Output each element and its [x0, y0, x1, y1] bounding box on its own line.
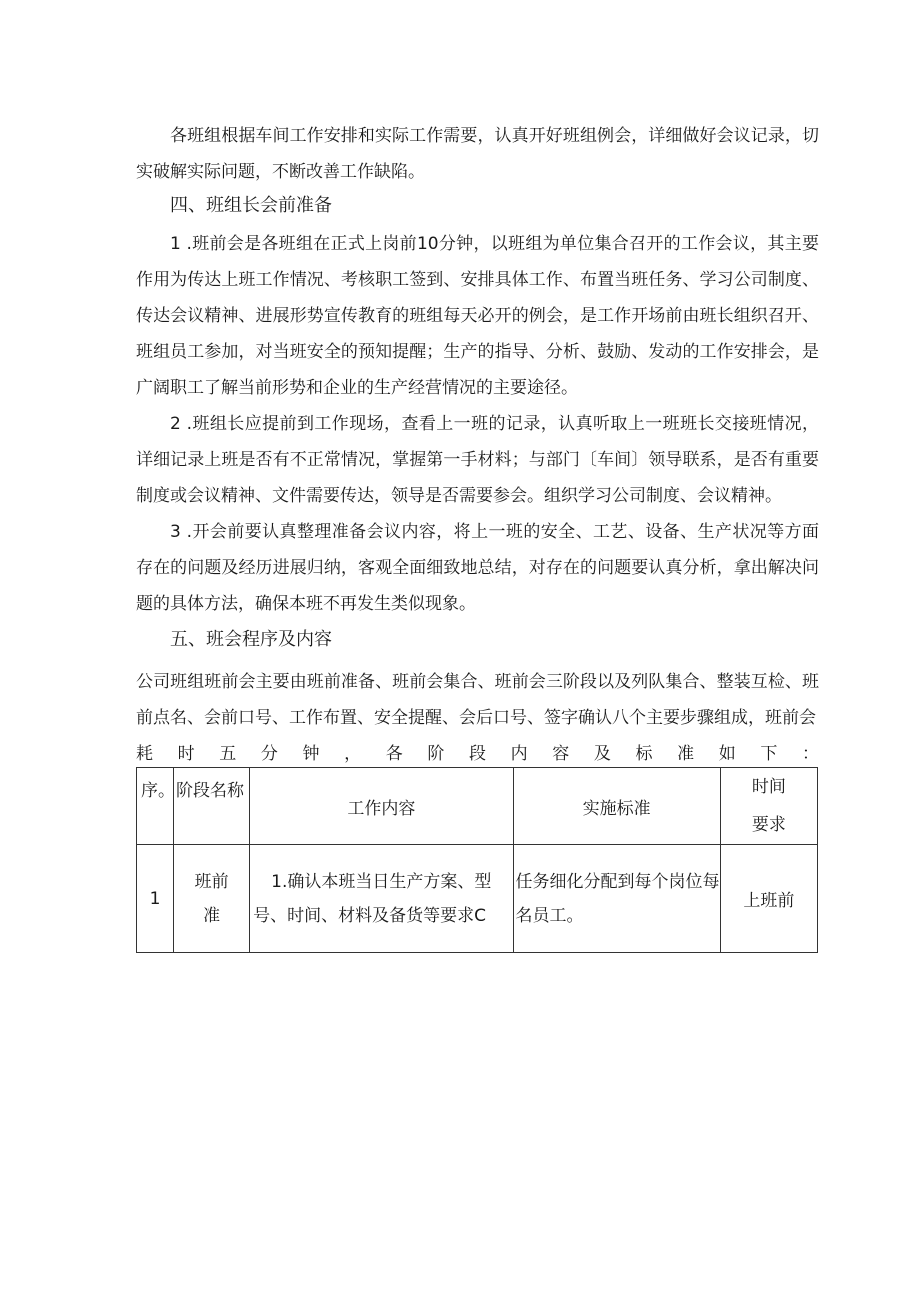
tail-char: 准: [677, 744, 695, 764]
header-standard: 实施标准: [513, 768, 720, 845]
cell-standard: [513, 845, 720, 953]
procedure-paragraph: 公司班组班前会主要由班前准备、班前会集合、班前会三阶段以及列队集合、整装互检、班前点名、会前口号、工作布置、安全提醒、会后口号、签字确认八个主要步骤组成，班前会: [136, 672, 819, 728]
item-2-paragraph: 2 .班组长应提前到工作现场，查看上一班的记录，认真听取上一班班长交接班情况，详细记录上班是否有不正常情况，掌握第一手材料；与部门〔车间〕领导联系，是否有重要制度或会议精神、文件需要传达，领导是否需要参会。组织学习公司制度、会议精神。: [136, 414, 819, 506]
header-time-requirement: [720, 768, 817, 845]
header-time-line2: 要求: [751, 815, 786, 835]
tail-char: 阶: [427, 744, 445, 764]
tail-char: 钟: [302, 744, 320, 764]
tail-char: 各: [385, 744, 403, 764]
cell-work-content: [250, 845, 513, 953]
cell-standard-line1: 任务细化分配到每个岗位每: [515, 871, 720, 892]
tail-char: 耗: [136, 744, 153, 764]
tail-char: ，: [344, 744, 362, 764]
table-row: [137, 845, 818, 953]
tail-char: 段: [469, 744, 486, 764]
intro-paragraph: 各班组根据车间工作安排和实际工作需要，认真开好班组例会，详细做好会议记录，切实破解实际问题，不断改善工作缺陷。: [136, 126, 819, 182]
table-header-row: [137, 768, 818, 845]
tail-char: ：: [802, 744, 819, 764]
item-1-paragraph: 1 .班前会是各班组在正式上岗前10分钟，以班组为单位集合召开的工作会议，其主要作用为传达上班工作情况、考核职工签到、安排具体工作、布置当班任务、学习公司制度、传达会议精神、进展形势宣传教育的班组每天必开的例会，是工作开场前由班长组织召开、班组员工参加，对当班安全的预知提醒；生产的指导、分析、鼓励、发动的工作安排会，是广阔职工了解当前形势和企业的生产经营情况的主要途径。: [136, 234, 819, 398]
cell-time: 上班前: [720, 845, 817, 953]
tail-char: 及: [593, 744, 611, 764]
tail-char: 下: [760, 744, 778, 764]
cell-seq: 1: [137, 845, 174, 953]
cell-content-line2: 号、时间、材料及备货等要求C: [253, 905, 487, 926]
tail-char: 标: [635, 744, 653, 764]
tail-char: 时: [177, 744, 195, 764]
cell-stage-name-line1: 班前: [194, 871, 229, 892]
header-time-line1: 时间: [751, 777, 786, 797]
section-heading-5: 五、班会程序及内容: [170, 629, 332, 650]
tail-char: 如: [718, 744, 736, 764]
header-stage-name: 阶段名称: [174, 768, 250, 845]
section-heading-4: 四、班组长会前准备: [170, 195, 332, 216]
stage-table: [136, 767, 818, 953]
header-work-content: 工作内容: [250, 768, 513, 845]
cell-stage-name: [174, 845, 250, 953]
tail-char: 五: [219, 744, 237, 764]
cell-stage-name-line2: 准: [203, 905, 221, 926]
cell-content-line1: 1.确认本班当日生产方案、型: [271, 871, 492, 892]
tail-char: 内: [510, 744, 528, 764]
header-seq: 序。: [137, 768, 174, 845]
tail-char: 分: [260, 744, 278, 764]
tail-char: 容: [552, 744, 570, 764]
cell-standard-line2: 名员工。: [515, 905, 584, 926]
item-3-paragraph: 3 .开会前要认真整理准备会议内容，将上一班的安全、工艺、设备、生产状况等方面存在的问题及经历进展归纳，客观全面细致地总结，对存在的问题要认真分析，拿出解决问题的具体方法，确保本班不再发生类似现象。: [136, 522, 819, 614]
